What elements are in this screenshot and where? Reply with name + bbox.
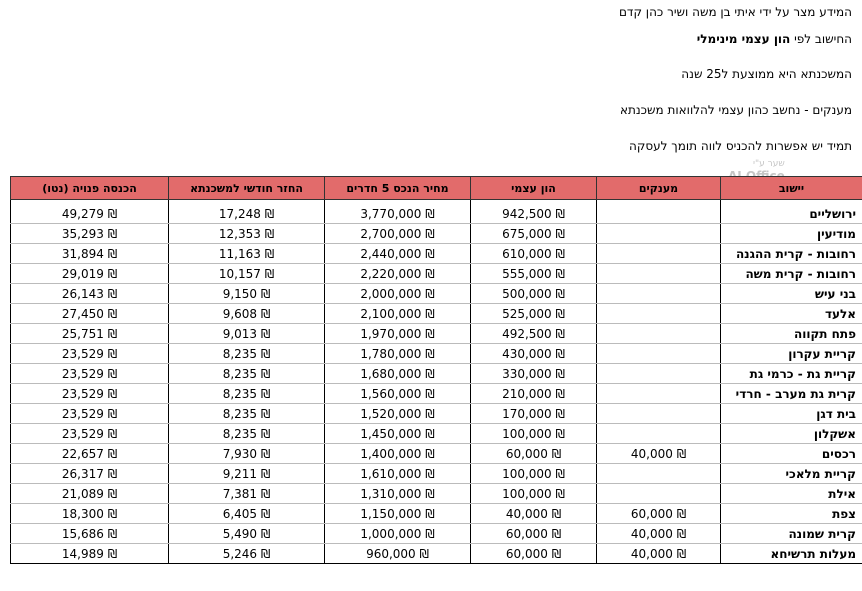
grants-cell [597, 424, 721, 444]
header-net-income: הכנסה פנויה (נטו) [11, 177, 169, 200]
guarantor-note: תמיד יש אפשרות להכניס לווה תומך לעסקה [629, 139, 852, 153]
monthly-payment-cell: 12,353 ₪ [169, 224, 325, 244]
grants-cell [597, 364, 721, 384]
net-income-cell: 14,989 ₪ [11, 544, 169, 564]
grants-cell [597, 344, 721, 364]
monthly-payment-cell: 9,211 ₪ [169, 464, 325, 484]
equity-cell: 430,000 ₪ [471, 344, 597, 364]
city-cell: מודיעין [721, 224, 862, 244]
price-cell: 1,780,000 ₪ [325, 344, 471, 364]
net-income-cell: 23,529 ₪ [11, 384, 169, 404]
city-cell: קריית עקרון [721, 344, 862, 364]
equity-cell: 100,000 ₪ [471, 464, 597, 484]
city-cell: צפת [721, 504, 862, 524]
table-row [11, 484, 862, 504]
price-cell: 1,000,000 ₪ [325, 524, 471, 544]
city-cell: פתח תקווה [721, 324, 862, 344]
city-cell: אילת [721, 484, 862, 504]
net-income-cell: 26,317 ₪ [11, 464, 169, 484]
city-cell: מעלות תרשיחא [721, 544, 862, 564]
city-cell: בני עיש [721, 284, 862, 304]
net-income-cell: 31,894 ₪ [11, 244, 169, 264]
monthly-payment-cell: 8,235 ₪ [169, 404, 325, 424]
housing-table [10, 176, 862, 564]
net-income-cell: 49,279 ₪ [11, 204, 169, 224]
equity-cell: 942,500 ₪ [471, 204, 597, 224]
grants-cell [597, 224, 721, 244]
monthly-payment-cell: 8,235 ₪ [169, 384, 325, 404]
table-row [11, 424, 862, 444]
table-header-row [11, 177, 862, 200]
monthly-payment-cell: 5,246 ₪ [169, 544, 325, 564]
header-price: מחיר הנכס 5 חדרים [325, 177, 471, 200]
table-row [11, 404, 862, 424]
equity-cell: 675,000 ₪ [471, 224, 597, 244]
price-cell: 1,450,000 ₪ [325, 424, 471, 444]
monthly-payment-cell: 11,163 ₪ [169, 244, 325, 264]
equity-cell: 210,000 ₪ [471, 384, 597, 404]
city-cell: בית דגן [721, 404, 862, 424]
price-cell: 1,310,000 ₪ [325, 484, 471, 504]
grants-cell [597, 244, 721, 264]
net-income-cell: 22,657 ₪ [11, 444, 169, 464]
header-city: יישוב [721, 177, 862, 200]
price-cell: 1,150,000 ₪ [325, 504, 471, 524]
monthly-payment-cell: 9,150 ₪ [169, 284, 325, 304]
city-cell: ירושליים [721, 204, 862, 224]
equity-cell: 555,000 ₪ [471, 264, 597, 284]
price-cell: 960,000 ₪ [325, 544, 471, 564]
grants-cell: 60,000 ₪ [597, 504, 721, 524]
header-equity: הון עצמי [471, 177, 597, 200]
grants-cell [597, 264, 721, 284]
city-cell: אלעד [721, 304, 862, 324]
monthly-payment-cell: 6,405 ₪ [169, 504, 325, 524]
net-income-cell: 26,143 ₪ [11, 284, 169, 304]
equity-cell: 170,000 ₪ [471, 404, 597, 424]
monthly-payment-cell: 8,235 ₪ [169, 344, 325, 364]
table-row [11, 384, 862, 404]
city-cell: רחובות - קרית ההגנה [721, 244, 862, 264]
equity-cell: 100,000 ₪ [471, 424, 597, 444]
table-row [11, 264, 862, 284]
grants-cell [597, 284, 721, 304]
grants-cell: 40,000 ₪ [597, 444, 721, 464]
city-cell: קרית שמונה [721, 524, 862, 544]
calculation-note-bold: הון עצמי מינימלי [696, 32, 791, 46]
price-cell: 1,680,000 ₪ [325, 364, 471, 384]
grants-cell [597, 204, 721, 224]
price-cell: 2,440,000 ₪ [325, 244, 471, 264]
city-cell: רחובות - קרית משה [721, 264, 862, 284]
table-row [11, 524, 862, 544]
monthly-payment-cell: 5,490 ₪ [169, 524, 325, 544]
net-income-cell: 23,529 ₪ [11, 404, 169, 424]
monthly-payment-cell: 8,235 ₪ [169, 424, 325, 444]
table-row [11, 224, 862, 244]
net-income-cell: 21,089 ₪ [11, 484, 169, 504]
net-income-cell: 29,019 ₪ [11, 264, 169, 284]
price-cell: 1,560,000 ₪ [325, 384, 471, 404]
monthly-payment-cell: 9,608 ₪ [169, 304, 325, 324]
header-monthly-payment: החזר חודשי למשכנתא [169, 177, 325, 200]
table-row [11, 464, 862, 484]
net-income-cell: 23,529 ₪ [11, 364, 169, 384]
equity-cell: 60,000 ₪ [471, 444, 597, 464]
price-cell: 2,700,000 ₪ [325, 224, 471, 244]
grants-cell [597, 324, 721, 344]
price-cell: 1,400,000 ₪ [325, 444, 471, 464]
net-income-cell: 15,686 ₪ [11, 524, 169, 544]
equity-cell: 610,000 ₪ [471, 244, 597, 264]
city-cell: אשקלון [721, 424, 862, 444]
table-row [11, 444, 862, 464]
net-income-cell: 23,529 ₪ [11, 424, 169, 444]
table-row [11, 324, 862, 344]
monthly-payment-cell: 8,235 ₪ [169, 364, 325, 384]
table-row [11, 344, 862, 364]
city-cell: רכסים [721, 444, 862, 464]
price-cell: 2,000,000 ₪ [325, 284, 471, 304]
grants-cell [597, 484, 721, 504]
price-cell: 1,610,000 ₪ [325, 464, 471, 484]
city-cell: קריית מלאכי [721, 464, 862, 484]
price-cell: 1,970,000 ₪ [325, 324, 471, 344]
header-grants: מענקים [597, 177, 721, 200]
credit-note: המידע מצר על ידי איתי בן משה ושיר כהן קדם [618, 5, 852, 19]
net-income-cell: 23,529 ₪ [11, 344, 169, 364]
grants-cell [597, 404, 721, 424]
calculation-note-prefix: החישוב לפי [790, 32, 852, 46]
equity-cell: 500,000 ₪ [471, 284, 597, 304]
price-cell: 1,520,000 ₪ [325, 404, 471, 424]
net-income-cell: 25,751 ₪ [11, 324, 169, 344]
grants-cell: 40,000 ₪ [597, 524, 721, 544]
grants-cell: 40,000 ₪ [597, 544, 721, 564]
city-cell: קרית גת מערב - חרדי [721, 384, 862, 404]
grants-cell [597, 464, 721, 484]
table-row [11, 304, 862, 324]
monthly-payment-cell: 7,930 ₪ [169, 444, 325, 464]
table-row [11, 544, 862, 564]
mortgage-note: המשכנתא היא ממוצעת ל25 שנה [681, 67, 852, 81]
monthly-payment-cell: 17,248 ₪ [169, 204, 325, 224]
equity-cell: 330,000 ₪ [471, 364, 597, 384]
calculation-note [697, 31, 852, 47]
table-row [11, 284, 862, 304]
table-row [11, 504, 862, 524]
net-income-cell: 27,450 ₪ [11, 304, 169, 324]
price-cell: 2,220,000 ₪ [325, 264, 471, 284]
equity-cell: 492,500 ₪ [471, 324, 597, 344]
monthly-payment-cell: 9,013 ₪ [169, 324, 325, 344]
net-income-cell: 18,300 ₪ [11, 504, 169, 524]
grants-note: מענקים - נחשב כהון עצמי להלוואות משכנתא [619, 103, 852, 117]
equity-cell: 60,000 ₪ [471, 544, 597, 564]
grants-cell [597, 304, 721, 324]
price-cell: 3,770,000 ₪ [325, 204, 471, 224]
monthly-payment-cell: 10,157 ₪ [169, 264, 325, 284]
equity-cell: 525,000 ₪ [471, 304, 597, 324]
city-cell: קריית גת - כרמי גת [721, 364, 862, 384]
equity-cell: 100,000 ₪ [471, 484, 597, 504]
table-row [11, 244, 862, 264]
price-cell: 2,100,000 ₪ [325, 304, 471, 324]
equity-cell: 40,000 ₪ [471, 504, 597, 524]
table-body [11, 200, 862, 564]
equity-cell: 60,000 ₪ [471, 524, 597, 544]
net-income-cell: 35,293 ₪ [11, 224, 169, 244]
table-row [11, 364, 862, 384]
grants-cell [597, 384, 721, 404]
watermark-small-text: שער ע"י [753, 159, 785, 169]
monthly-payment-cell: 7,381 ₪ [169, 484, 325, 504]
table-row [11, 204, 862, 224]
